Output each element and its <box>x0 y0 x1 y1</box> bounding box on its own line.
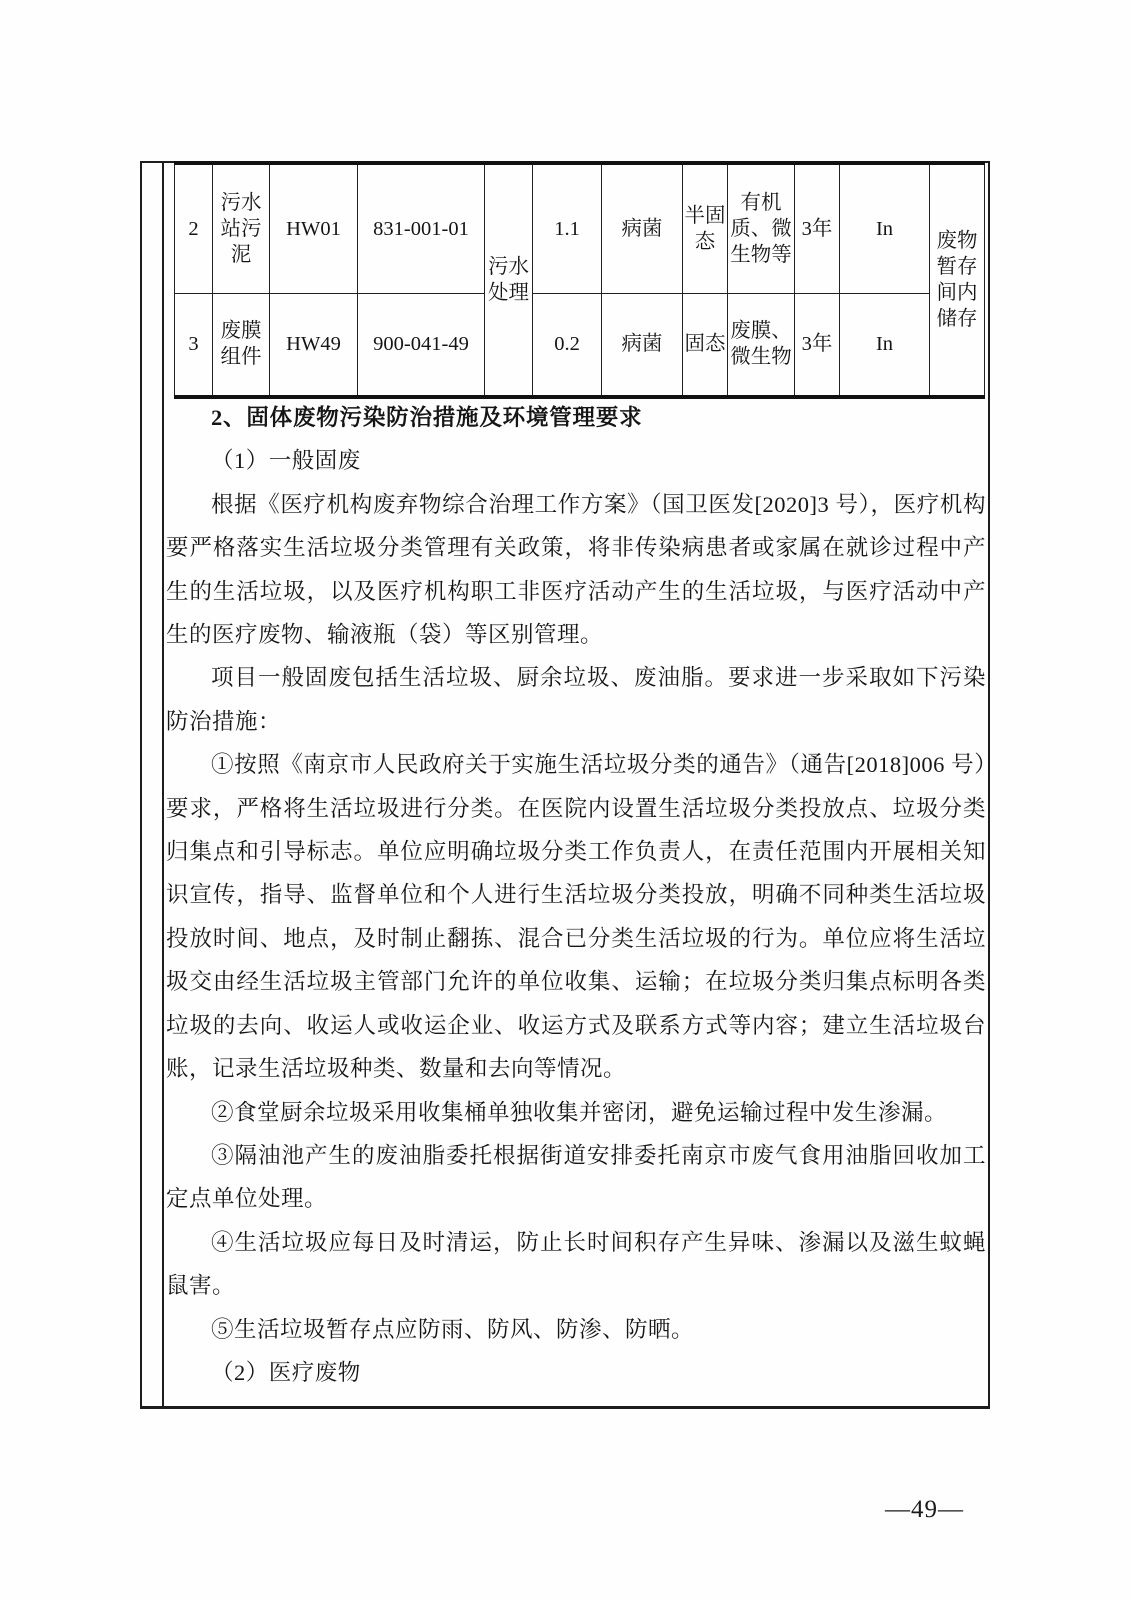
paragraph-measure-5: ⑤生活垃圾暂存点应防雨、防风、防渗、防晒。 <box>211 1316 695 1342</box>
cell-waste-code: 900-041-49 <box>358 293 485 397</box>
paragraph-measure-4: ④生活垃圾应每日及时清运，防止长时间积存产生异味、渗漏以及滋生蚊蝇鼠害。 <box>166 1229 986 1299</box>
subsection-general-waste: （1）一般固废 <box>211 448 361 474</box>
page-number: —49— <box>885 1496 964 1523</box>
paragraph-scope: 项目一般固废包括生活垃圾、厨余垃圾、废油脂。要求进一步采取如下污染防治措施： <box>166 665 986 734</box>
paragraph-measure-1: ①按照《南京市人民政府关于实施生活垃圾分类的通告》（通告[2018]006 号）要求，严格将生活垃圾进行分类。在医院内设置生活垃圾分类投放点、垃圾分类归集点和引导标志。单位应明确垃圾分类工作负责人，在责任范围内开展相关知识宣传，指导、监督单位和个人进行生活垃圾分类投放，明确不同种类生活垃圾投放时间、地点，及时制止翻拣、混合已分类生活垃圾的行为。单位应将生活垃圾交由经生活垃圾主管部门允许的单位收集、运输；在垃圾分类归集点标明各类垃圾的去向、收运人或收运企业、收运方式及联系方式等内容；建立生活垃圾台账，记录生活垃圾种类、数量和去向等情况。 <box>166 752 986 1082</box>
body-text <box>166 396 986 1394</box>
paragraph-basis: 根据《医疗机构废弃物综合治理工作方案》（国卫医发[2020]3 号），医疗机构要严格落实生活垃圾分类管理有关政策，将非传染病患者或家属在就诊过程中产生的生活垃圾，以及医疗机构职工非医疗活动产生的生活垃圾，与医疗活动中产生的医疗废物、输液瓶（袋）等区别管理。 <box>166 491 986 648</box>
cell-hw-code: HW49 <box>270 293 358 397</box>
cell-waste-name: 废膜组件 <box>213 293 270 397</box>
cell-disposal: In <box>840 293 930 397</box>
paragraph-measure-2: ②食堂厨余垃圾采用收集桶单独收集并密闭，避免运输过程中发生渗漏。 <box>211 1099 948 1125</box>
cell-composition: 废膜、微生物 <box>728 293 795 397</box>
subsection-medical-waste: （2）医疗废物 <box>211 1359 361 1385</box>
cell-storage: 废物暂存间内储存 <box>930 163 985 397</box>
content-area <box>164 163 988 1406</box>
cell-form: 固态 <box>683 293 728 397</box>
cell-quantity: 1.1 <box>533 163 602 293</box>
cell-years: 3年 <box>795 163 840 293</box>
cell-hazard: 病菌 <box>602 163 683 293</box>
section-heading: 2、固体废物污染防治措施及环境管理要求 <box>211 405 643 430</box>
cell-years: 3年 <box>795 293 840 397</box>
cell-hw-code: HW01 <box>270 163 358 293</box>
cell-waste-name: 污水站污泥 <box>213 163 270 293</box>
cell-hazard: 病菌 <box>602 293 683 397</box>
content-box <box>140 161 990 1409</box>
cell-form: 半固态 <box>683 163 728 293</box>
left-margin-column <box>142 163 164 1406</box>
cell-composition: 有机质、微生物等 <box>728 163 795 293</box>
cell-source: 污水处理 <box>485 163 533 397</box>
hazardous-waste-table <box>174 161 985 399</box>
cell-disposal: In <box>840 163 930 293</box>
cell-row-no: 2 <box>175 163 213 293</box>
cell-waste-code: 831-001-01 <box>358 163 485 293</box>
table-row <box>175 293 985 397</box>
paragraph-measure-3: ③隔油池产生的废油脂委托根据街道安排委托南京市废气食用油脂回收加工定点单位处理。 <box>166 1142 986 1212</box>
cell-quantity: 0.2 <box>533 293 602 397</box>
table-row <box>175 163 985 293</box>
cell-row-no: 3 <box>175 293 213 397</box>
